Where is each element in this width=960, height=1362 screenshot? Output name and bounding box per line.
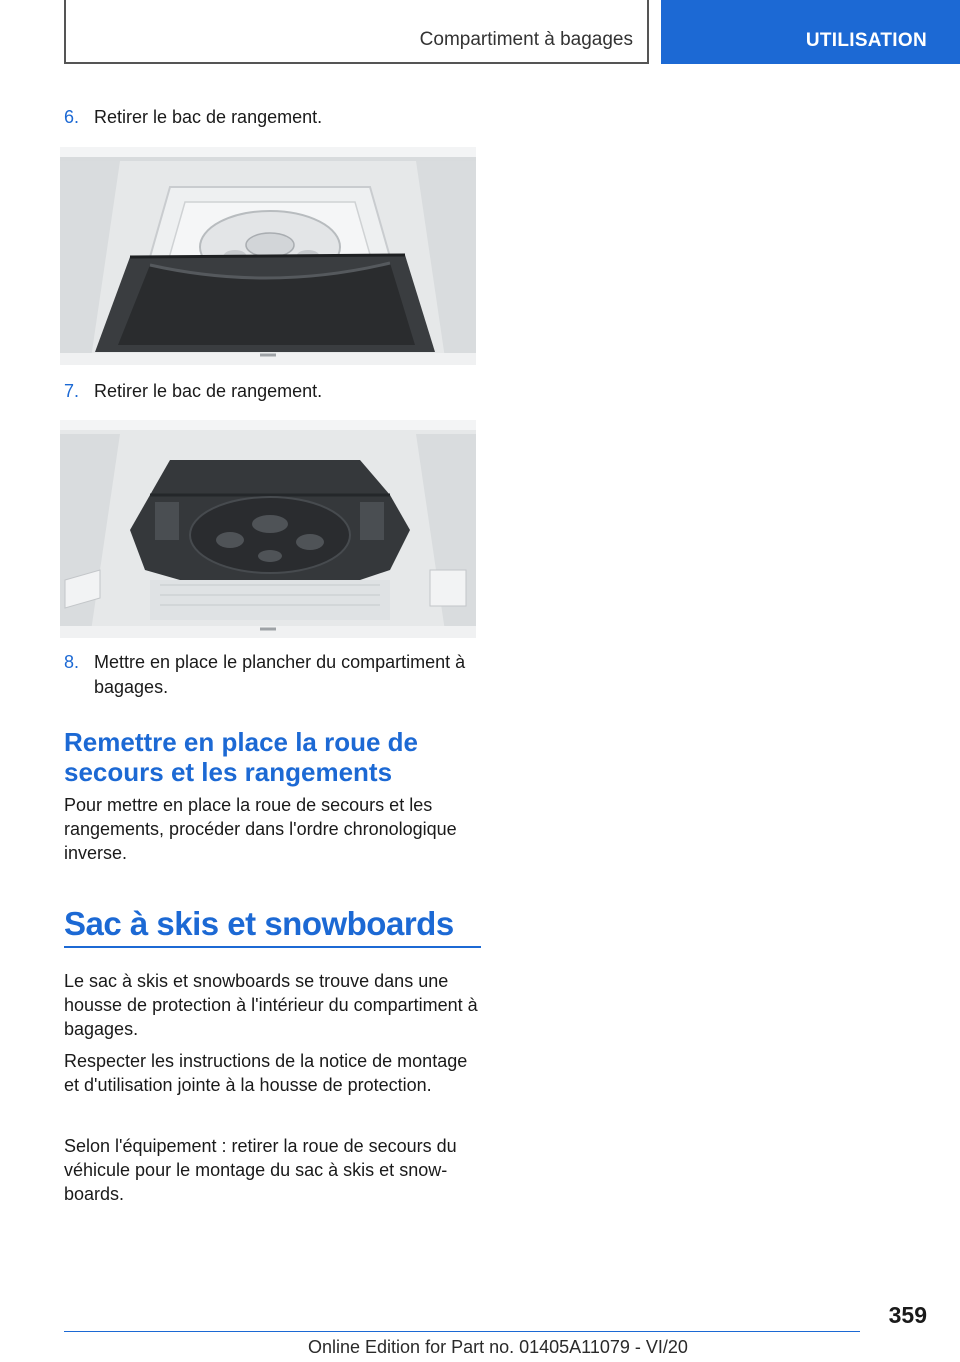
trunk-wheel-tray-illustration [60,420,476,638]
header-chapter-tab [661,0,960,64]
subsection-body: Pour mettre en place la roue de secours et les rangements, procéder dans l'ordre chronologique inverse. [64,795,457,863]
section-heading: Sac à skis et snowboards [64,902,481,948]
subsection-heading: Remettre en place la roue de secours et les rangements [64,727,419,787]
figure-storage-tray-wheel [60,420,476,638]
footer-divider [64,1331,860,1332]
step-6 [64,105,484,130]
step-number: 8. [64,652,80,672]
header-section-box [64,0,649,64]
step-8 [64,650,484,700]
header-chapter-title: UTILISATION [805,30,927,51]
section-paragraph-1: Le sac à skis et snowboards se trouve dans une housse de protection à l'intérieur du compartiment à bagages. [64,971,478,1039]
page-number: 359 [888,1302,927,1328]
step-number: 7. [64,381,80,401]
step-7 [64,379,484,404]
section-paragraph-3: Selon l'équipement : retirer la roue de secours du véhicule pour le montage du sac à skis et snowboards. [64,1136,457,1204]
header-section-title: Compartiment à bagages [419,29,633,50]
figure-storage-tray-removal [60,147,476,365]
step-text: Retirer le bac de rangement. [94,381,323,401]
step-text: Mettre en place le plancher du compartiment à bagages. [94,652,466,697]
footer-edition: Online Edition for Part no. 01405A11079 - VI/20 [308,1337,688,1357]
step-text: Retirer le bac de rangement. [94,107,323,127]
section-paragraph-2: Respecter les instructions de la notice de montage et d'utilisation jointe à la housse de protection. [64,1051,468,1095]
trunk-tray-illustration [60,147,476,365]
step-number: 6. [64,107,80,127]
